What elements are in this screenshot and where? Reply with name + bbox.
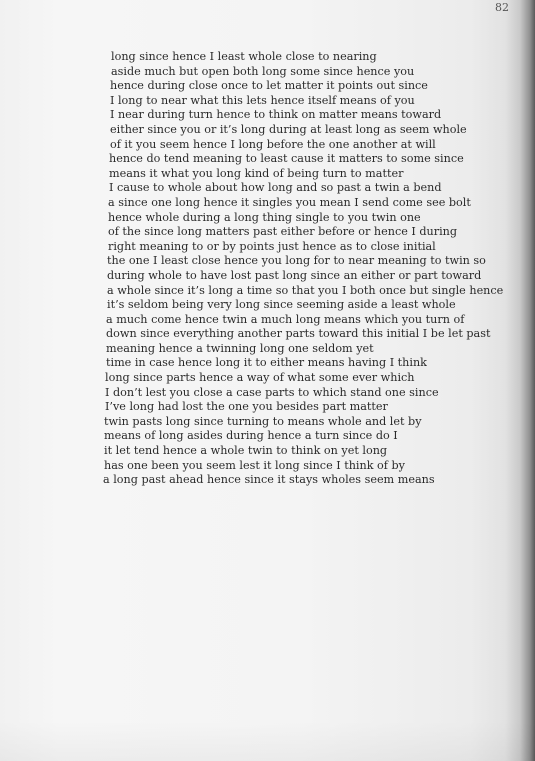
poem-line: I cause to whole about how long and so past a twin a bend <box>109 181 442 195</box>
poem-line: right meaning to or by points just hence as to close initial <box>108 239 436 253</box>
poem-line: during whole to have lost past long since an either or part toward <box>107 268 482 282</box>
poem-line: means of long asides during hence a turn since do I <box>104 429 398 443</box>
poem-line: aside much but open both long some since hence you <box>111 64 415 78</box>
poem-line: time in case hence long it to either means having I think <box>106 356 427 370</box>
poem-line: I don’t lest you close a case parts to which stand one since <box>105 385 439 399</box>
poem-line: a long past ahead hence since it stays wholes seem means <box>103 473 435 487</box>
poem-line: hence during close once to let matter it points out since <box>110 79 428 93</box>
poem-line: has one been you seem lest it long since I think of by <box>104 458 405 472</box>
poem-line: hence whole during a long thing single to you twin one <box>108 210 421 224</box>
poem-line: a much come hence twin a much long means which you turn of <box>106 312 465 326</box>
poem-line: hence do tend meaning to least cause it matters to some since <box>109 152 464 166</box>
poem-line: either since you or it’s long during at least long as seem whole <box>110 122 467 136</box>
poem-line: of it you seem hence I long before the one another at will <box>110 137 436 151</box>
poem-line: a since one long hence it singles you mean I send come see bolt <box>108 195 471 209</box>
poem-line: of the since long matters past either before or hence I during <box>108 225 458 239</box>
page-shadow <box>0 721 535 761</box>
poem-body <box>0 50 535 488</box>
poem-line: down since everything another parts toward this initial I be let past <box>106 327 491 341</box>
poem-line: meaning hence a twinning long one seldom yet <box>106 341 374 355</box>
poem-line: I near during turn hence to think on matter means toward <box>110 108 442 122</box>
poem-line: it’s seldom being very long since seeming aside a least whole <box>107 298 456 312</box>
poem-line: a whole since it’s long a time so that you I both once but single hence <box>107 283 504 297</box>
poem-line: it let tend hence a whole twin to think on yet long <box>104 444 388 458</box>
poem-line: the one I least close hence you long for to near meaning to twin so <box>107 254 486 268</box>
poem-line: I’ve long had lost the one you besides part matter <box>105 400 388 414</box>
poem-line: twin pasts long since turning to means whole and let by <box>104 414 422 428</box>
page-number: 82 <box>495 1 509 14</box>
poem-line: means it what you long kind of being turn to matter <box>109 166 404 180</box>
poem-line: long since parts hence a way of what some ever which <box>105 371 415 385</box>
poem-line: I long to near what this lets hence itself means of you <box>110 93 415 107</box>
poem-line: long since hence I least whole close to nearing <box>111 50 377 63</box>
